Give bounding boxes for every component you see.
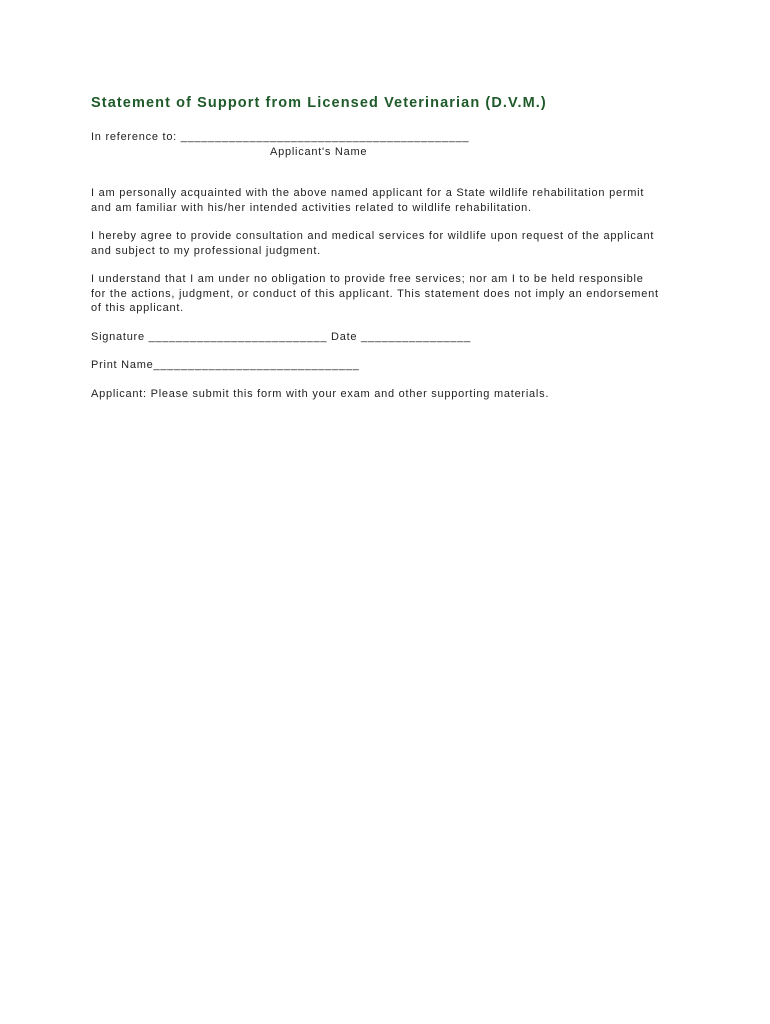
print-name-line: Print Name______________________________ <box>91 359 360 371</box>
document-page <box>91 94 691 401</box>
reference-line: In reference to: __________________________________________ <box>91 131 470 143</box>
obligation-paragraph <box>91 272 691 316</box>
paragraph-line: and am familiar with his/her intended activities related to wildlife rehabilitation. <box>91 201 532 214</box>
paragraph-line: I understand that I am under no obligation to provide free services; nor am I to be held responsible <box>91 273 644 285</box>
agreement-paragraph <box>91 229 691 258</box>
applicant-name-caption: Applicant's Name <box>270 145 368 158</box>
paragraph-line: of this applicant. <box>91 302 184 314</box>
paragraph-line: for the actions, judgment, or conduct of this applicant. This statement does not imply an endorsement <box>91 287 659 300</box>
submission-instruction: Applicant: Please submit this form with your exam and other supporting materials. <box>91 387 550 400</box>
acquaintance-paragraph <box>91 186 691 215</box>
paragraph-line: I am personally acquainted with the above named applicant for a State wildlife rehabilitation permit <box>91 187 645 199</box>
signature-date-line: Signature __________________________ Date ________________ <box>91 330 471 343</box>
document-title: Statement of Support from Licensed Veterinarian (D.V.M.) <box>91 95 547 111</box>
paragraph-line: I hereby agree to provide consultation and medical services for wildlife upon request of the applicant <box>91 230 655 242</box>
paragraph-line: and subject to my professional judgment. <box>91 244 321 257</box>
